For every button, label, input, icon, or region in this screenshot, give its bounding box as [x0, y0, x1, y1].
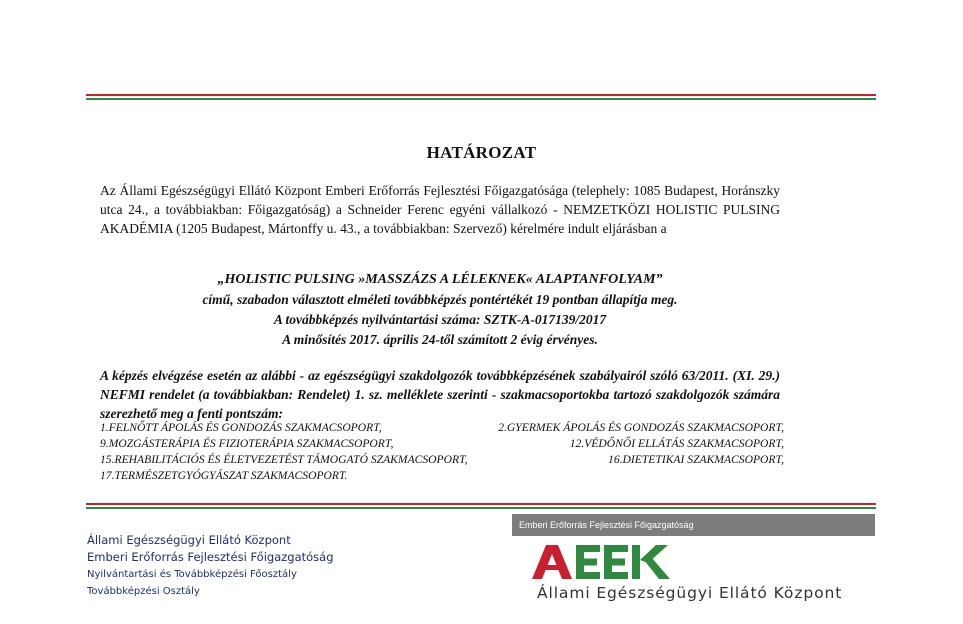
footer-line: Állami Egészségügyi Ellátó Központ: [87, 533, 291, 547]
group-item: 2.GYERMEK ÁPOLÁS ÉS GONDOZÁS SZAKMACSOPORT,: [498, 421, 784, 434]
footer-line: Emberi Erőforrás Fejlesztési Főigazgatóság: [87, 550, 334, 564]
group-item: 1.FELNŐTT ÁPOLÁS ÉS GONDOZÁS SZAKMACSOPORT,: [100, 421, 382, 434]
directorate-banner: Emberi Erőforrás Fejlesztési Főigazgatóság: [512, 514, 875, 536]
group-item: 17.TERMÉSZETGYÓGYÁSZAT SZAKMACSOPORT.: [100, 469, 348, 482]
decision-block: [100, 270, 780, 350]
footer-line: Nyilvántartási és Továbbképzési Főosztály: [87, 569, 297, 580]
bottom-tricolor-divider: [86, 503, 876, 509]
intro-paragraph: Az Állami Egészségügyi Ellátó Központ Emberi Erőforrás Fejlesztési Főigazgatósága (telephely: 1085 Budapest, Horánszky utca 24., a továbbiakban: Főigazgatóság) a Schneider Ferenc egyéni vállalkozó - NEMZETKÖZI HOLISTIC PULSING AKADÉMIA (1205 Budapest, Mártonffy u. 43., a továbbiakban: Szervező) kérelmére indult eljárásban a: [100, 183, 780, 236]
lead-paragraph: A képzés elvégzése esetén az alábbi - az egészségügyi szakdolgozók továbbképzésének szabályairól szóló 63/2011. (XI. 29.) NEFMI rendelet (a továbbiakban: Rendelet) 1. sz. melléklete szerinti - szakmacsoportokba tartozó szakdolgozók számára szerezhető meg a fenti pontszám:: [100, 368, 780, 421]
aeek-logo: [532, 545, 672, 579]
group-item: 9.MOZGÁSTERÁPIA ÉS FIZIOTERÁPIA SZAKMACSOPORT,: [100, 437, 394, 450]
professional-groups-list: [100, 420, 784, 484]
course-title: „HOLISTIC PULSING »MASSZÁZS A LÉLEKNEK« ALAPTANFOLYAM”: [217, 272, 663, 287]
decision-line: című, szabadon választott elméleti továbbképzés pontértékét 19 pontban állapítja meg.: [202, 292, 678, 307]
logo-letter-a: [532, 545, 572, 579]
logo-letter-k: [632, 545, 670, 579]
logo-letter-e: [576, 545, 600, 579]
footer-address-block: [87, 532, 334, 600]
group-item: 16.DIETETIKAI SZAKMACSOPORT,: [608, 453, 784, 466]
group-item: 15.REHABILITÁCIÓS ÉS ÉLETVEZETÉST TÁMOGATÓ SZAKMACSOPORT,: [100, 453, 468, 466]
footer-line: Továbbképzési Osztály: [87, 586, 200, 597]
top-tricolor-divider: [86, 94, 876, 100]
validity-line: A minősítés 2017. április 24-től számított 2 évig érvényes.: [282, 332, 598, 347]
logo-letter-e: [604, 545, 628, 579]
organization-name: Állami Egészségügyi Ellátó Központ: [537, 584, 843, 602]
registration-line: A továbbképzés nyilvántartási száma: SZTK-A-017139/2017: [273, 312, 607, 327]
group-item: 12.VÉDŐNŐI ELLÁTÁS SZAKMACSOPORT,: [569, 437, 784, 450]
document-title: HATÁROZAT: [426, 143, 537, 162]
